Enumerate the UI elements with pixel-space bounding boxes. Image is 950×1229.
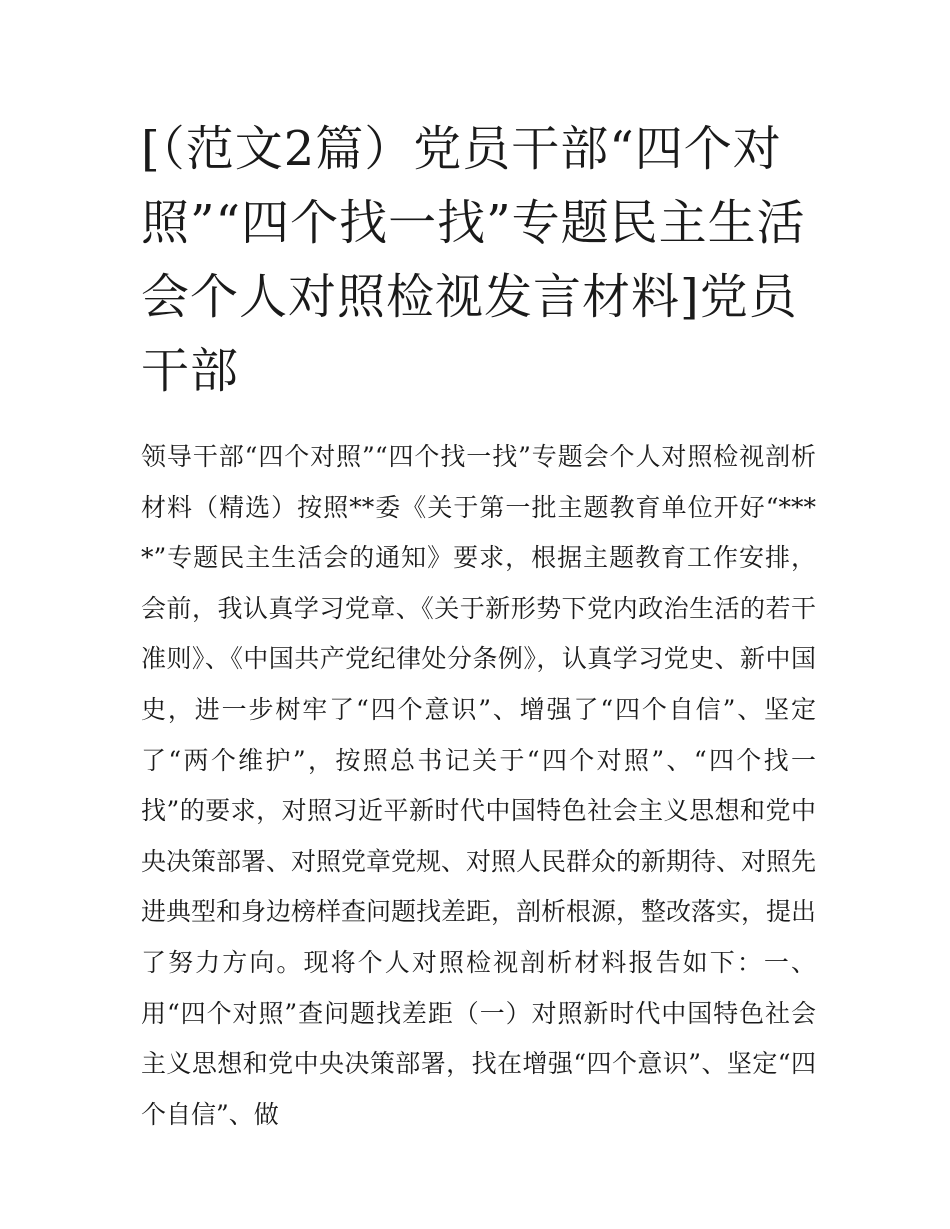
document-body-paragraph: 领导干部“四个对照”“四个找一找”专题会个人对照检视剖析材料（精选）按照**委《关于第一批主题教育单位开好“****”专题民主生活会的通知》要求，根据主题教育工作安排，会前，我认真学习党章、《关于新形势下党内政治生活的若干准则》、《中国共产党纪律处分条例》，认真学习党史、新中国史，进一步树牢了“四个意识”、增强了“四个自信”、坚定了“两个维护”，按照总书记关于“四个对照”、“四个找一找”的要求，对照习近平新时代中国特色社会主义思想和党中央决策部署、对照党章党规、对照人民群众的新期待、对照先进典型和身边榜样查问题找差距，剖析根源，整改落实，提出了努力方向。现将个人对照检视剖析材料报告如下：一、用“四个对照”查问题找差距（一）对照新时代中国特色社会主义思想和党中央决策部署，找在增强“四个意识”、坚定“四个自信”、做 <box>141 442 817 1129</box>
document-content <box>141 112 816 1140</box>
document-title: [（范文2篇）党员干部“四个对照”“四个找一找”专题民主生活会个人对照检视发言材料]党员干部 <box>141 121 806 399</box>
